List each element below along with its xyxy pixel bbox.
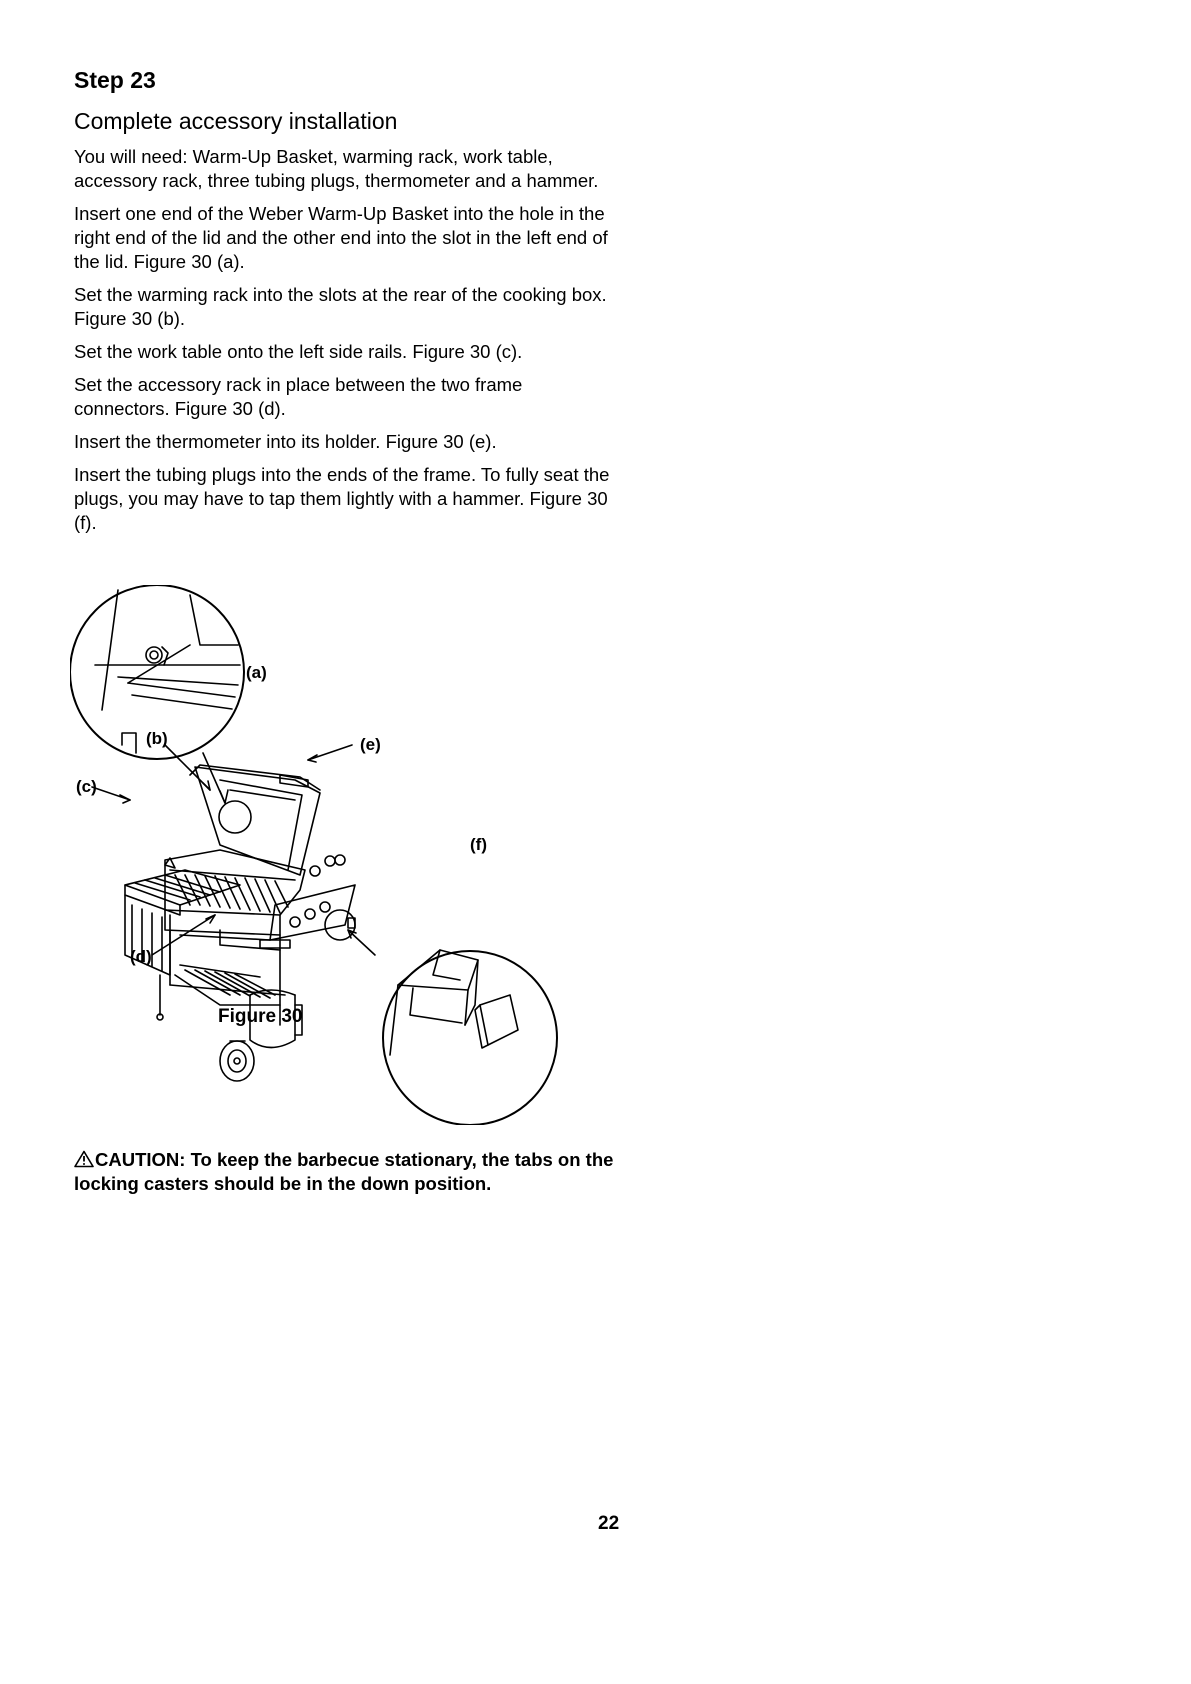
warning-icon <box>74 1150 94 1168</box>
caution-text: CAUTION: To keep the barbecue stationary, the tabs on the locking casters should be in the down position. <box>74 1149 614 1194</box>
figure-caption: Figure 30 <box>218 1006 303 1027</box>
wheel <box>220 1041 254 1081</box>
leader-e <box>308 745 352 760</box>
grill-illustration <box>70 585 590 1125</box>
paragraph-needs: You will need: Warm-Up Basket, warming rack, work table, accessory rack, three tubing plugs, thermometer and a hammer. <box>74 146 599 191</box>
instructions-column <box>74 66 614 544</box>
step-title: Step 23 <box>74 67 156 93</box>
paragraph-tubing-plugs: Insert the tubing plugs into the ends of the frame. To fully seat the plugs, you may have to tap them lightly with a hammer. Figure 30 (f). <box>74 464 610 533</box>
paragraph-work-table: Set the work table onto the left side rails. Figure 30 (c). <box>74 341 523 362</box>
caution-note <box>74 1148 614 1196</box>
paragraph-thermometer: Insert the thermometer into its holder. Figure 30 (e). <box>74 431 497 452</box>
paragraph-accessory-rack: Set the accessory rack in place between the two frame connectors. Figure 30 (d). <box>74 374 523 419</box>
leader-c <box>92 787 130 800</box>
figure-30 <box>70 585 590 1125</box>
detail-circle-f <box>383 950 557 1125</box>
paragraph-warmup-basket: Insert one end of the Weber Warm-Up Basket into the hole in the right end of the lid and the other end into the slot in the left end of the lid. Figure 30 (a). <box>74 203 608 272</box>
leader-f <box>348 930 375 955</box>
page-number: 22 <box>598 1513 620 1534</box>
arrow-b <box>203 781 210 790</box>
arrow-d <box>206 915 215 923</box>
callout-c: (c) <box>76 777 97 796</box>
paragraph-warming-rack: Set the warming rack into the slots at the rear of the cooking box. Figure 30 (b). <box>74 284 607 329</box>
callout-e: (e) <box>360 735 381 754</box>
callout-b: (b) <box>146 729 168 748</box>
callout-f: (f) <box>470 835 487 854</box>
callout-d: (d) <box>130 947 152 966</box>
callout-a: (a) <box>246 663 267 682</box>
arrow-a <box>220 790 228 803</box>
section-title: Complete accessory installation <box>74 108 398 134</box>
